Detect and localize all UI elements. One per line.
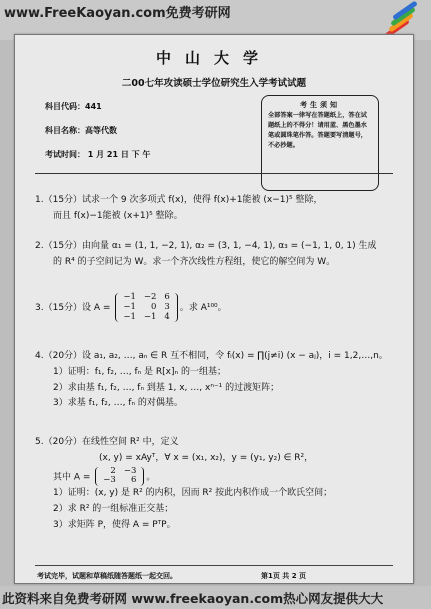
matrix-cell: −1 [123, 292, 136, 302]
matrix-cell: 2 [110, 465, 116, 476]
question-5 [35, 435, 395, 533]
q2-label: 2.（15分） [35, 241, 83, 251]
matrix-cell: 6 [130, 475, 137, 486]
matrix-cell: −3 [123, 465, 137, 476]
exam-time: 考试时间： 1 月 21 日 下 午 [45, 150, 151, 159]
q3-pre: 设 A = [82, 303, 111, 314]
q5-formula: (x, y) = xAyᵀ，∀ x = (x₁, x₂)，y = (y₁, y₂) ∈ R²， [99, 452, 314, 463]
site-watermark[interactable]: www.FreeKaoyan.com免费考研网 [4, 6, 231, 21]
q5-matrix [95, 467, 144, 487]
q3-matrix [115, 293, 177, 322]
university-name: 中山大学 [155, 49, 272, 67]
q1-line1: 试求一个 9 次多项式 f(x)，使得 f(x)+1能被 (x−1)⁵ 整除， [82, 195, 323, 205]
matrix-cell: 0 [150, 301, 157, 312]
q2-line1: 由向量 α₁ = (1, 1, −2, 1), α₂ = (3, 1, −4, 1), α₃ = (−1, 1, 0, 1) 生成 [82, 241, 377, 251]
notice-body: 全部答案一律写在答题纸上，答在试题纸上的不得分！请用蓝、黑色墨水笔或圆珠笔作答。答题要写清题号，不必抄题。 [268, 112, 367, 149]
q5-part3: 3）求矩阵 P，使得 A = PᵀP。 [53, 519, 176, 530]
matrix-cell: −1 [123, 301, 136, 312]
question-3 [35, 293, 395, 322]
q4-part3: 3）求基 f₁, f₂, …, fₙ 的对偶基。 [53, 398, 183, 409]
matrix-cell: −2 [143, 292, 157, 302]
footer-note: 考试完毕，试题和草稿纸随答题纸一起交回。 [37, 572, 177, 580]
page-number: 第1页 共 2 页 [261, 572, 307, 580]
q3-post: 。求 A¹⁰⁰。 [179, 303, 227, 314]
candidate-notice [261, 95, 379, 191]
q5-part2: 2）求 R² 的一组标准正交基； [53, 503, 174, 514]
question-1 [35, 193, 395, 225]
q1-line2: 而且 f(x)−1能被 (x+1)⁵ 整除。 [53, 210, 183, 221]
question-2 [35, 239, 395, 271]
matrix-cell: −3 [103, 475, 116, 486]
q5-part1: 1）证明：(x, y) 是 R² 的内积，因而 R² 按此内积作成一个欧氏空间； [53, 488, 333, 499]
q4-line1: 设 a₁, a₂, …, aₙ ∈ R 互不相同，令 fᵢ(x) = ∏(j≠i) (x − aⱼ)，i = 1,2,…,n。 [82, 351, 388, 361]
exam-paper [14, 34, 414, 584]
subject-name: 科目名称：高等代数 [45, 126, 117, 135]
question-4 [35, 349, 395, 412]
banner-text[interactable]: 此资料来自免费考研网 www.freekaoyan.com热心网友提供大大 [2, 591, 384, 606]
matrix-cell: 3 [164, 301, 170, 312]
q4-part1: 1）证明：f₁, f₂, …, fₙ 是 R[x]ₙ 的一组基； [53, 366, 226, 377]
subject-code: 科目代码：441 [45, 102, 102, 111]
matrix-cell: 4 [164, 311, 170, 322]
q3-label: 3.（15分） [35, 303, 83, 314]
divider [35, 173, 393, 174]
footer-divider [35, 565, 393, 566]
q4-label: 4.（20分） [35, 351, 83, 361]
matrix-cell: 6 [164, 292, 170, 302]
q5-label: 5.（20分） [35, 437, 83, 447]
q1-label: 1.（15分） [35, 195, 83, 205]
notice-title: 考生须知 [300, 101, 340, 109]
matrix-cell: −1 [123, 311, 136, 322]
q5-line1: 在线性空间 R² 中，定义 [82, 437, 179, 447]
q5-pre: 其中 A = [53, 471, 91, 482]
matrix-cell: −1 [143, 311, 157, 322]
q5-post: 。 [146, 471, 156, 482]
q4-part2: 2）求由基 f₁, f₂, …, fₙ 到基 1, x, …, xⁿ⁻¹ 的过渡矩阵； [53, 382, 280, 393]
bottom-banner [0, 586, 431, 609]
exam-title: 二00七年攻读硕士学位研究生入学考试试题 [121, 78, 307, 89]
q2-line2: 的 R⁴ 的子空间记为 W。求一个齐次线性方程组，使它的解空间为 W。 [53, 256, 336, 267]
